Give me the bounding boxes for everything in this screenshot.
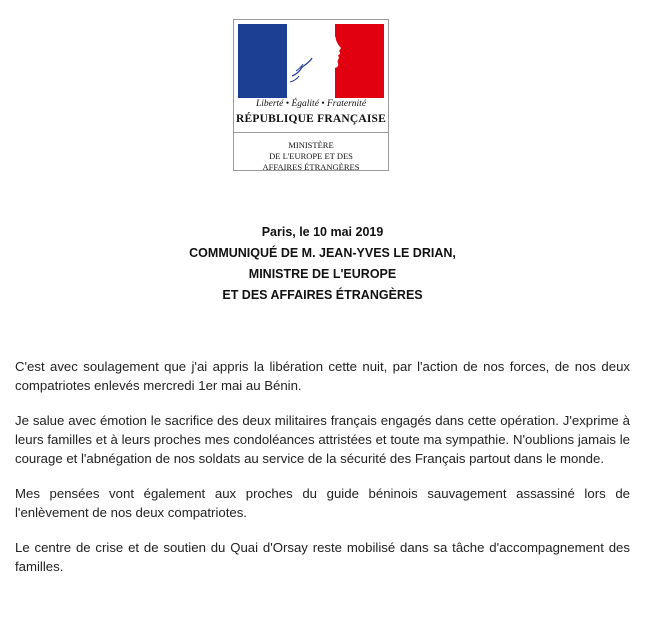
paragraph: C'est avec soulagement que j'ai appris la libération cette nuit, par l'action de nos forces, de nos deux compatriotes enlevés mercredi 1er mai au Bénin. [15,359,630,393]
ministry-logo [233,19,389,171]
ministry-line: DE L'EUROPE ET DES [269,151,353,161]
heading-line: ET DES AFFAIRES ÉTRANGÈRES [222,288,423,302]
ministry-line: AFFAIRES ÉTRANGÈRES [262,162,360,172]
press-release-heading [0,222,645,306]
paragraph: Le centre de crise et de soutien du Quai d'Orsay reste mobilisé dans sa tâche d'accompagnement des familles. [15,540,630,574]
heading-line: MINISTRE DE L'EUROPE [248,267,397,281]
republic-motto: Liberté • Égalité • Fraternité [255,99,367,109]
paragraph: Mes pensées vont également aux proches du guide béninois sauvagement assassiné lors de l'enlèvement de nos deux compatriotes. [15,486,630,520]
marianne-flag-emblem [238,24,384,98]
ministry-name [234,140,388,173]
ministry-line: MINISTÈRE [288,140,334,150]
press-release-body [15,357,630,592]
heading-line: COMMUNIQUÉ DE M. JEAN-YVES LE DRIAN, [189,246,456,260]
republic-name: RÉPUBLIQUE FRANÇAISE [235,113,386,125]
paragraph: Je salue avec émotion le sacrifice des deux militaires français engagés dans cette opération. J'exprime à leurs familles et à leurs proches mes condoléances attristées et toute ma sympathie. N'oublions jamais le courage et l'abnégation de nos soldats au service de la sécurité des Français partout dans le monde. [15,413,630,466]
date-line: Paris, le 10 mai 2019 [261,225,384,239]
logo-divider [234,132,388,133]
